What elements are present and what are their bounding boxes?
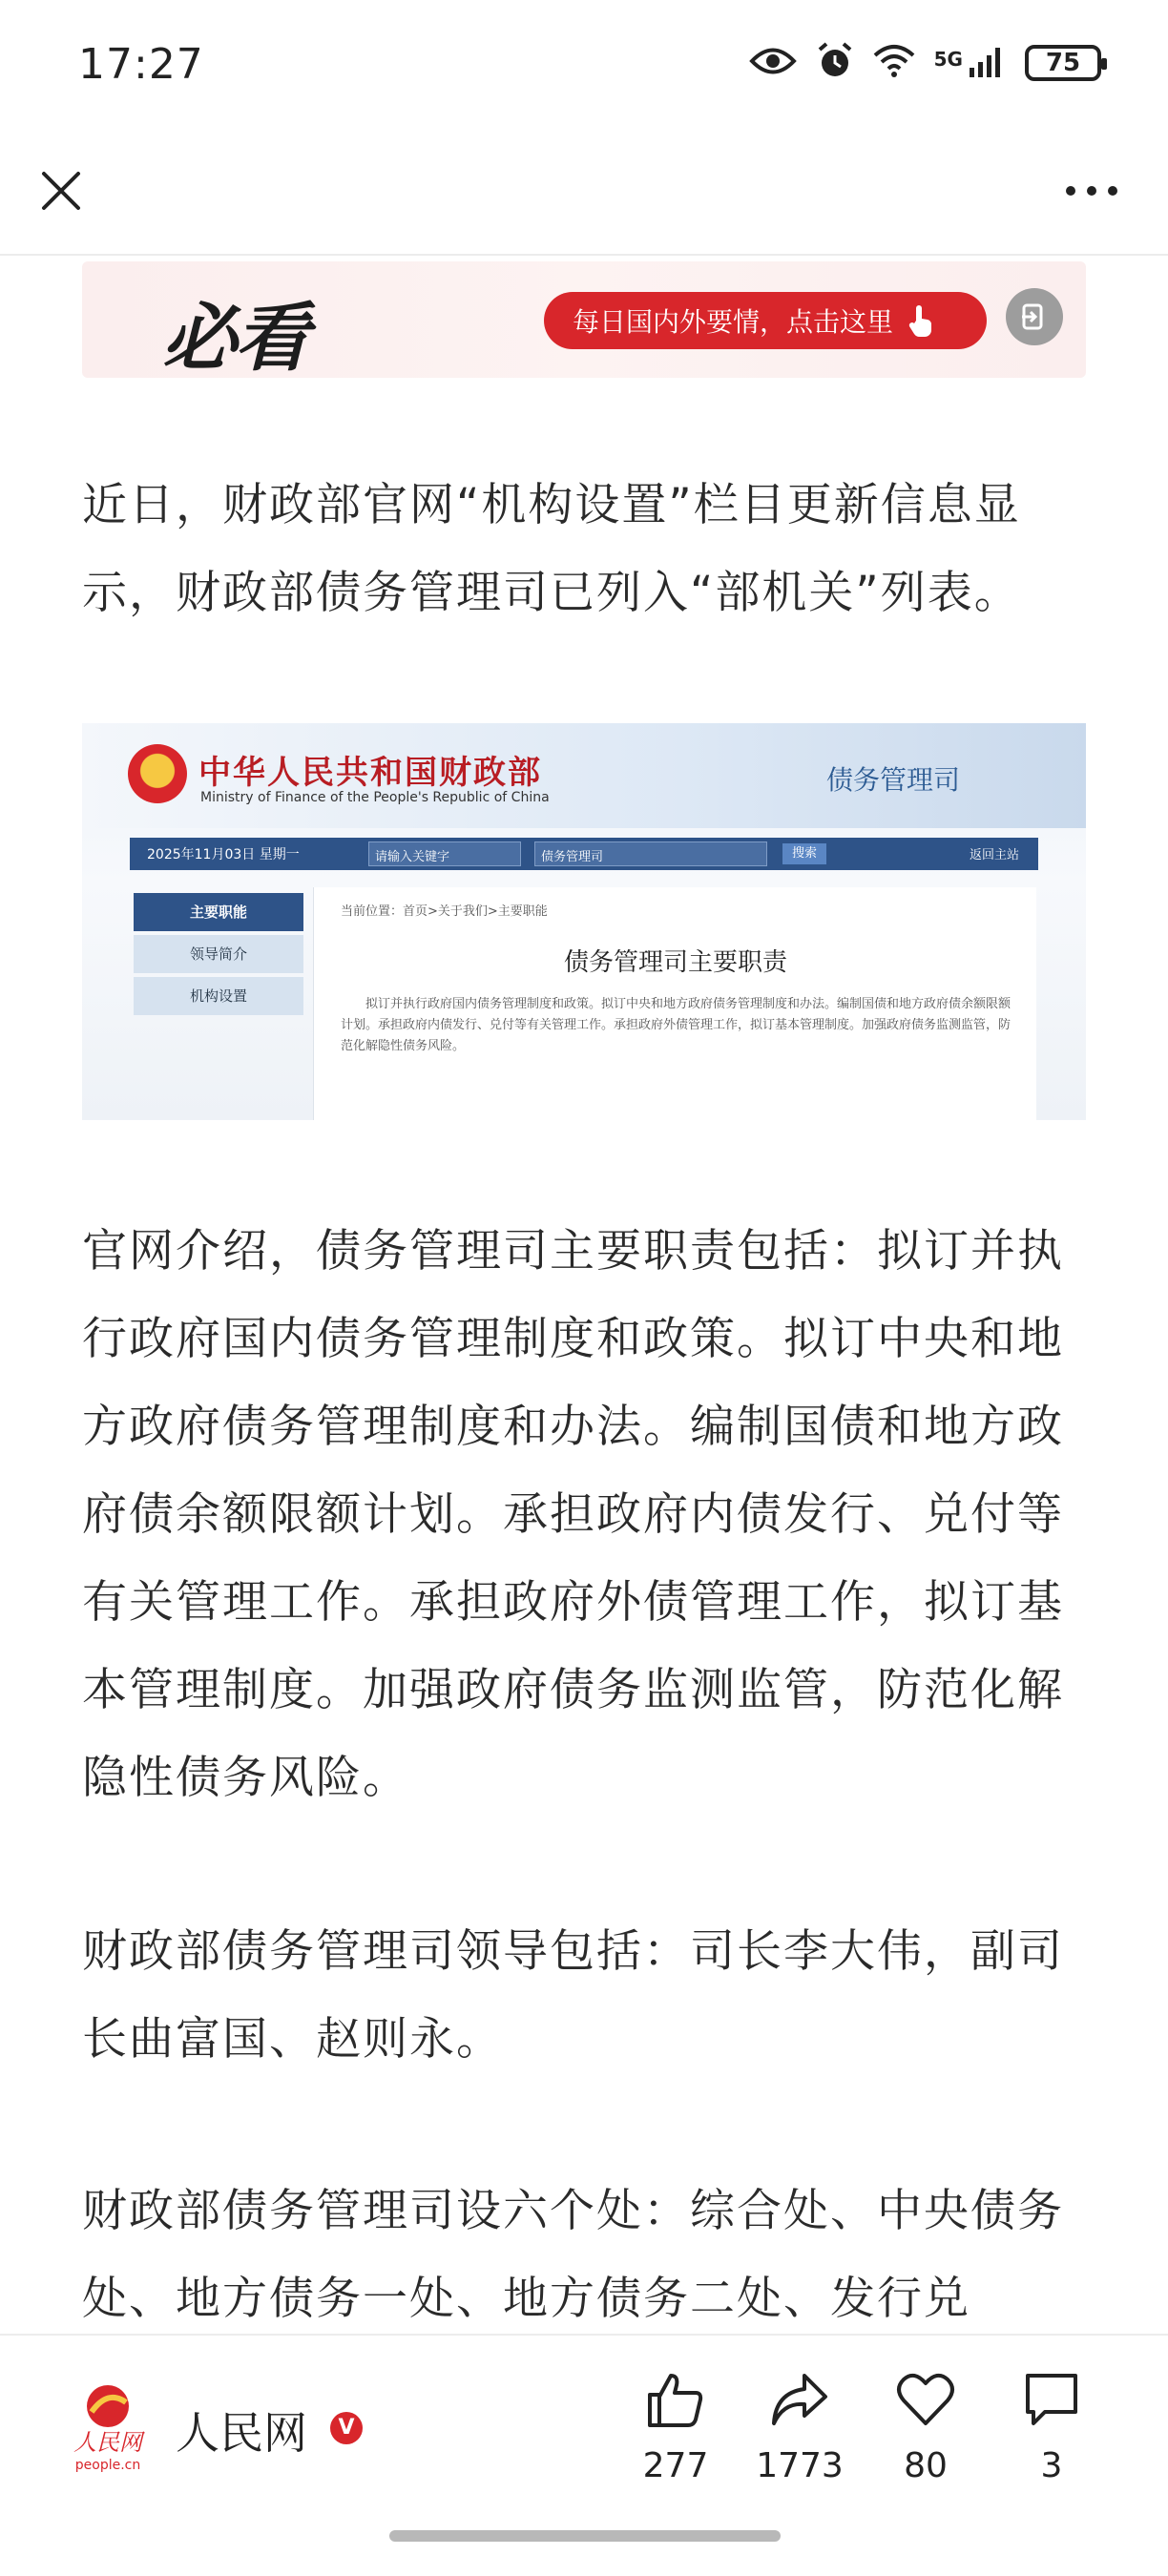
image-side-item: 机构设置	[134, 977, 303, 1015]
favorite-count: 80	[904, 2446, 948, 2485]
article-paragraph: 财政部债务管理司设六个处：综合处、中央债务处、地方债务一处、地方债务二处、发行兑	[82, 2185, 1064, 2325]
banner-cta-label: 每日国内外要情，点击这里	[573, 306, 894, 338]
image-dept-name: 债务管理司	[826, 764, 961, 796]
more-dots-icon	[1063, 184, 1120, 197]
source-logo-sub: people.cn	[74, 2458, 141, 2473]
image-search-button: 搜索	[782, 843, 826, 864]
battery-level: 75	[1045, 49, 1081, 77]
image-search-box: 请输入关键字	[368, 841, 521, 866]
article-image[interactable]	[82, 723, 1086, 1120]
banner-cta-button[interactable]	[544, 292, 987, 349]
promo-banner[interactable]	[82, 261, 1086, 382]
alarm-icon	[816, 42, 854, 84]
share-button[interactable]	[742, 2370, 857, 2523]
like-button[interactable]	[618, 2370, 733, 2523]
home-indicator[interactable]	[389, 2530, 781, 2542]
image-select: 债务管理司	[534, 841, 767, 866]
like-count: 277	[642, 2446, 709, 2485]
article-paragraph: 近日，财政部官网“机构设置”栏目更新信息显示，财政部债务管理司已列入“部机关”列表。	[82, 479, 1021, 619]
banner-logo: 必看	[162, 295, 308, 382]
image-site-title: 中华人民共和国财政部	[198, 754, 542, 792]
comment-button[interactable]	[994, 2370, 1109, 2523]
image-side-item: 主要职能	[134, 893, 303, 931]
image-heading: 债务管理司主要职责	[563, 948, 787, 977]
top-bar	[0, 134, 1168, 256]
eye-icon	[749, 45, 797, 81]
source-logo[interactable]	[67, 2379, 149, 2475]
article-paragraph: 官网介绍，债务管理司主要职责包括：拟订并执行政府国内债务管理制度和政策。拟订中央和地方政府债务管理制度和办法。编制国债和地方政府债余额限额计划。承担政府内债发行、兑付等有关管理工作。承担政府外债管理工作，拟订基本管理制度。加强政府债务监测监管，防范化解隐性债务风险。	[82, 1225, 1064, 1804]
image-home-link: 返回主站	[969, 848, 1019, 862]
comment-count: 3	[1040, 2446, 1063, 2485]
comment-icon	[1022, 2370, 1081, 2429]
network-type: 5G	[933, 47, 963, 71]
article-paragraph: 财政部债务管理司领导包括：司长李大伟，副司长曲富国、赵则永。	[82, 1925, 1064, 2066]
image-navbar	[130, 838, 1038, 870]
status-bar	[0, 0, 1168, 134]
close-button[interactable]	[32, 162, 90, 219]
image-body-text: 拟订并执行政府国内债务管理制度和政策。拟订中央和地方政府债务管理制度和办法。编制国债和地方政府债余额限额计划。承担政府内债发行、兑付等有关管理工作。承担政府外债管理工作，拟订基本管理制度。加强政府债务监测监管，防范化解隐性债务风险。	[341, 997, 1012, 1053]
share-count: 1773	[756, 2446, 844, 2485]
source-logo-text: 人民网	[73, 2429, 142, 2456]
exit-icon	[1020, 302, 1049, 331]
source-name[interactable]: 人民网	[176, 2407, 307, 2459]
image-content	[313, 887, 1036, 1120]
share-icon	[770, 2370, 829, 2429]
image-sidebar	[134, 893, 303, 1019]
verified-badge: V	[330, 2412, 363, 2444]
battery-icon	[1025, 45, 1101, 81]
image-date: 2025年11月03日 星期一	[147, 847, 300, 862]
signal-icon	[934, 45, 1006, 82]
banner-exit-button[interactable]	[1006, 288, 1063, 345]
more-button[interactable]	[1053, 162, 1130, 219]
image-breadcrumb: 当前位置：首页>关于我们>主要职能	[341, 904, 548, 919]
wifi-icon	[873, 44, 915, 82]
status-time: 17:27	[78, 40, 204, 89]
national-emblem-icon	[128, 744, 187, 803]
heart-icon	[896, 2370, 955, 2429]
thumbs-up-icon	[646, 2370, 705, 2429]
close-icon	[40, 170, 82, 212]
image-site-subtitle: Ministry of Finance of the People's Republic of China	[200, 790, 550, 805]
image-site-header	[82, 723, 1086, 828]
favorite-button[interactable]	[868, 2370, 983, 2523]
status-icons	[749, 42, 1101, 84]
hand-pointer-icon	[907, 303, 935, 338]
image-side-item: 领导简介	[134, 935, 303, 973]
